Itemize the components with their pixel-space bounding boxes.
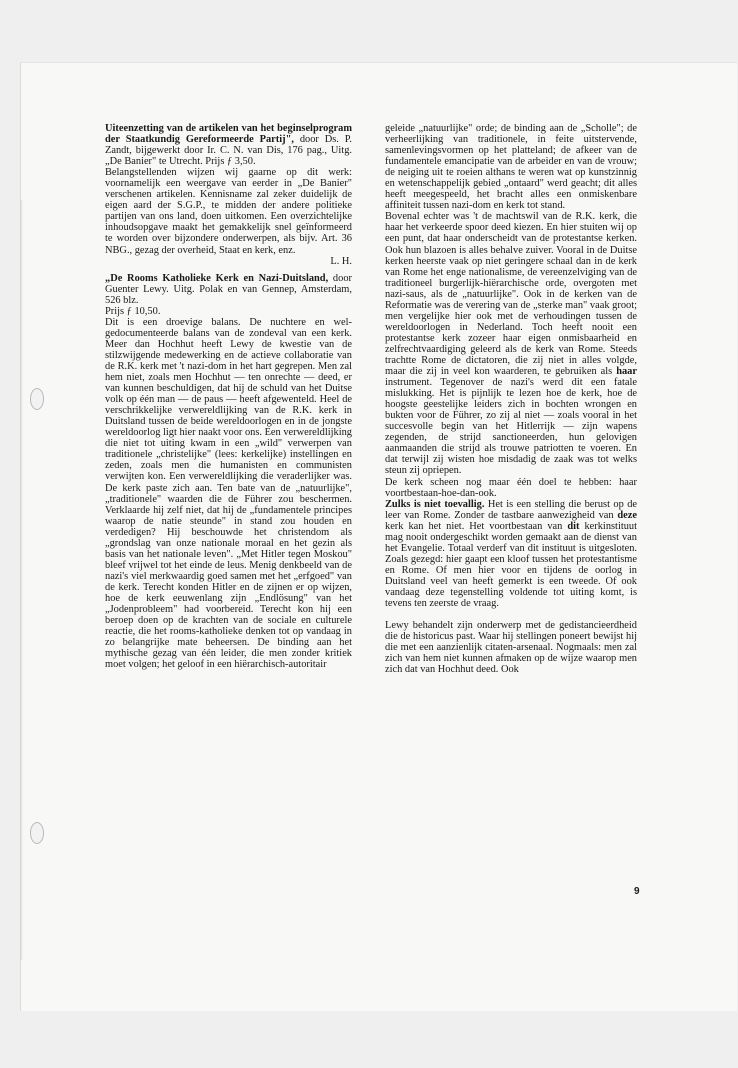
review1-meta: door Ds. P. Zandt, bijgewerkt door Ir. C. N. van Dis, 176 pag., Uitg. „De Banier" te Utrecht. Prijs ƒ 3,50. [105,134,352,168]
review1-heading [105,123,352,167]
paragraph-2-text: Bovenal echter was 't de machtswil van de R.K. kerk, die haar het verkeerde spoor deed kiezen. En hier stuiten wij op een punt, dat haar onderscheidt van de protestantse kerken. Ook hun blazoen is alles behalve zuiver. Vooral in de Duitse kerken heerste vaak op niet geringere schaal dan in de kerk van Rome het enge nationalisme, de vereenzelviging van de traditioneel burgerlijk-hiërarchische orde, overgoten met nazi-saus, als de „natuurlijke". Ook in de kerken van de Reformatie was de verering van de „sterke man" vaak groot; men vergelijke hier ook met de verhoudingen tussen de wereldoorlogen in Nederland. Toch heeft nooit een protestantse kerk zozeer haar eigen onmisbaarheid en zelfrechtvaardiging geleerd als de kerk van Rome. Steeds trachtte Rome de dictatoren, die zij niet in alles volgde, maar die zij in veel kon waarderen, te gebruiken als [385,211,637,378]
review2-price: Prijs ƒ 10,50. [105,305,161,317]
paragraph-4-emphasis-dit: dit [567,520,580,532]
review2-meta: door Guenter Lewy. Uitg. Polak en van Gennep, Amsterdam, 526 blz. [105,272,352,306]
review2-paragraph-1: geleide „natuurlijke" orde; de binding aan de „Scholle"; de verheerlijking van traditionele, in feite uitstervende, samenlevingsvormen op het platteland; de afkeer van de fundamentele emancipatie van de arbeider en van de vrouw; de neiging uit te roeien althans te weren wat op kunstzinnig en wetenschappelijk gebied „ontaard" werd geacht; dit alles heeft meegespeeld, het bracht alles een onmiskenbare affiniteit tussen nazi-dom en kerk tot stand. [385,123,637,212]
paragraph-4-lead: Zulks is niet toevallig. [385,498,485,510]
page-number: 9 [634,886,640,897]
review2-body-left: Dit is een droevige balans. De nuchtere en wel-gedocumenteerde balans van de zondeval van een kerk. Meer dan Hochhut heeft Lewy de kwestie van de stilzwijgende medewerking en de actieve collaboratie van de R.K. kerk met 't nazi-dom in het hart gegrepen. Men zal hem niet, zoals men Hochhut — ten onrechte — deed, er van kunnen beschuldigen, dat hij de schuld van het Duitse volk op één man — de paus — heeft afgewenteld. Heel de verschrikkelijke verwereldlijking van de R.K. kerk in Duitsland tussen de beide wereldoorlogen en in de jongste wereldoorlog ligt hier naakt voor ons. Een verwereldlijking die niet tot uiting kwam in een „wild" verwerpen van traditionele „christelijke" (lees: kerkelijke) instellingen en zeden, zoals men die humanisten en communisten verwijten kon. Een verwereldlijking die veraderlijker was. De kerk paste zich aan. Ten bate van de „natuurlijke", „traditionele" waarden die de Führer zou beschermen. Verklaarde hij zelf niet, dat hij de „fundamentele principes waarop de natie steunde" in stand zou houden en verdedigen? Hij beschouwde het christendom als „grondslag van onze nationale moraal en het gezin als basis van het nationale leven". „Met Hitler tegen Moskou" bleef vrijwel tot het einde de leus. Menig denkbeeld van de nazi's viel merkwaardig goed samen met het „erfgoed" van de kerk. Terecht konden Hitler en de zijnen er op wijzen, hoe de kerk eeuwenlang zijn „Endlösung" van het „Jodenprobleem" had voorbereid. Terecht kon hij een beroep doen op de krachten van de sociale en culturele reactie, die het rooms-katholieke denken tot op vandaag in zo belangrijke mate beheersen. De binding aan het mythische gezag van één leider, die men zonder kritiek moet volgen; het geloof in een hiërarchisch-autoritair [105,316,352,671]
spacer [385,609,637,620]
paragraph-4-text-a: Het is een stelling die berust op de leer van Rome. Zonder de tastbare aanwezigheid van [385,498,637,521]
review2-title: „De Rooms Katholieke Kerk en Nazi-Duitsland, [105,272,329,284]
page-fold-shadow [20,200,23,960]
paragraph-4-text-c: kerkinstituut mag nooit ondergeschikt worden gemaakt aan de dienst van het Evangelie. Totaal verderf van dit instituut is uitgesloten. Zoals gezegd: hier gaapt een kloof tussen het protestantisme en Rome. Of men hier voor en tijdens de oorlog in Duitsland veel van heeft gemerkt is een tweede. Of ook vandaag deze tegenstelling voldende tot uiting komt, is tevens ten zeerste de vraag. [385,520,637,610]
left-column [105,123,352,670]
review2-paragraph-3: De kerk scheen nog maar één doel te hebben: haar voortbestaan-hoe-dan-ook. [385,476,637,499]
punch-hole-bottom [30,822,44,844]
paragraph-2-emphasis: haar [616,366,637,378]
right-column [385,123,637,675]
review2-paragraph-5: Lewy behandelt zijn onderwerp met de gedistancieerdheid die de historicus past. Waar hij stellingen poneert bewijst hij die met een aanzienlijk citaten-arsenaal. Nogmaals: men zal zich van hem niet kunnen afmaken op de wijze waarop men zich dat van Hochhut deed. Ook [385,620,637,676]
paragraph-4-text-b: kerk kan het niet. Het voortbestaan van [385,520,568,532]
review2-paragraph-4 [385,499,637,609]
paragraph-4-emphasis-deze: deze [617,509,637,521]
review2-heading [105,273,352,306]
review1-signature: L. H. [330,255,352,267]
review1-body: Belangstellenden wijzen wij gaarne op dit werk: voornamelijk een weergave van eerder in „De Banier" verschenen artikelen. Kennisname zal zeker duidelijk de eigen aard der S.G.P., te midden der andere politieke partijen van ons land, doen uitkomen. Een overzichtelijke inhoudsopgave maakt het gemakkelijk snel geïnformeerd te worden over bijzondere onderwerpen, als bijv. Art. 36 NBG., gezag der overheid, Staat en kerk, enz. [105,167,352,256]
paragraph-2-end: instrument. Tegenover de nazi's werd dit een fatale mislukking. Het is pijnlijk te lezen hoe de kerk, hoe de hoogste geestelijke leiders zich in bochten wrongen en bukten voor de Führer, zo zij al niet — zoals vooral in het succesvolle begin van het Hitlerrijk — zijn wapens zegenden, de strijd sanctioneerden, hun gelovigen aanmaanden die strijd als trouwe patriotten te voeren. En dat terwijl zij wisten hoe misdadig de zaak was tot welks steun zij opriepen. [385,377,637,477]
review2-paragraph-2 [385,211,637,476]
punch-hole-top [30,388,44,410]
review1-title: Uiteenzetting van de artikelen van het beginselprogram der Staatkundig Gereformeerde Partij", [105,123,352,146]
